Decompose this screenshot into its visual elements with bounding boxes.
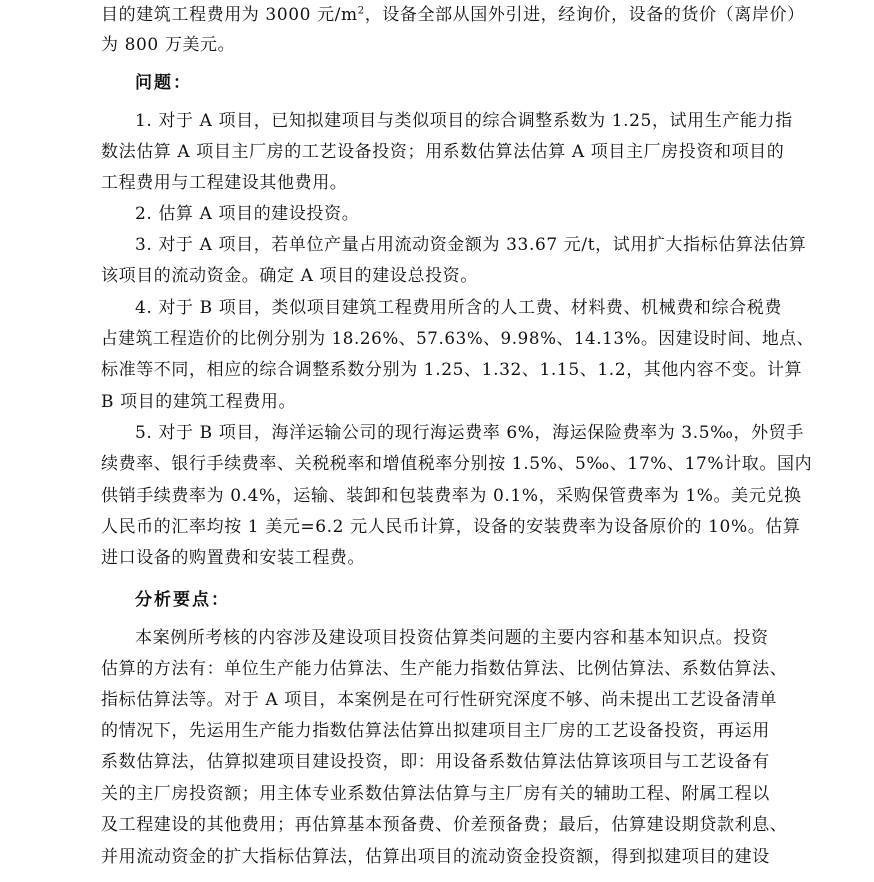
question-line: 人民币的汇率均按 1 美元=6.2 元人民币计算，设备的安装费率为设备原价的 10%。估算 <box>101 517 801 537</box>
question-line: 续费率、银行手续费率、关税税率和增值税率分别按 1.5%、5‰、17%、17%计取。国内 <box>101 454 813 474</box>
question-line: 占建筑工程造价的比例分别为 18.26%、57.63%、9.98%、14.13%。因建设时间、地点、 <box>101 329 814 349</box>
question-line: 进口设备的购置费和安装工程费。 <box>101 548 365 568</box>
analysis-heading: 分析要点： <box>135 590 230 610</box>
question-line: 标准等不同，相应的综合调整系数分别为 1.25、1.32、1.15、1.2，其他内容不变。计算 <box>101 360 803 380</box>
analysis-line: 及工程建设的其他费用；再估算基本预备费、价差预备费；最后，估算建设期贷款利息、 <box>101 815 788 835</box>
superscript: 2 <box>357 5 365 17</box>
question-line: 2. 估算 A 项目的建设投资。 <box>135 204 360 224</box>
intro-line-1 <box>101 4 805 26</box>
question-line: 工程费用与工程建设其他费用。 <box>101 173 348 193</box>
intro-line-1-text: 目的建筑工程费用为 3000 元/m <box>101 5 358 25</box>
analysis-line: 系数估算法，估算拟建项目建设投资，即：用设备系数估算法估算该项目与工艺设备有 <box>101 752 770 772</box>
analysis-line: 关的主厂房投资额；用主体专业系数估算法估算与主厂房有关的辅助工程、附属工程以 <box>101 784 770 804</box>
question-line: 供销手续费率为 0.4%，运输、装卸和包装费率为 0.1%，采购保管费率为 1%。美元兑换 <box>101 486 802 506</box>
analysis-line: 本案例所考核的内容涉及建设项目投资估算类问题的主要内容和基本知识点。投资 <box>135 628 769 648</box>
question-line: 该项目的流动资金。确定 A 项目的建设总投资。 <box>101 266 478 286</box>
analysis-line: 估算的方法有：单位生产能力估算法、生产能力指数估算法、比例估算法、系数估算法、 <box>101 659 788 679</box>
question-line: 5. 对于 B 项目，海洋运输公司的现行海运费率 6%，海运保险费率为 3.5‰，外贸手 <box>135 423 804 443</box>
intro-line-2: 为 800 万美元。 <box>101 35 236 55</box>
question-line: B 项目的建筑工程费用。 <box>101 392 297 412</box>
question-line: 1. 对于 A 项目，已知拟建项目与类似项目的综合调整系数为 1.25，试用生产能力指 <box>135 111 793 131</box>
question-line: 4. 对于 B 项目，类似项目建筑工程费用所含的人工费、材料费、机械费和综合税费 <box>135 298 782 318</box>
intro-line-1-rest: ，设备全部从国外引进，经询价，设备的货价（离岸价） <box>364 5 805 25</box>
analysis-line: 的情况下，先运用生产能力指数估算法估算出拟建项目主厂房的工艺设备投资，再运用 <box>101 721 770 741</box>
question-line: 数法估算 A 项目主厂房的工艺设备投资；用系数估算法估算 A 项目主厂房投资和项目的 <box>101 142 785 162</box>
analysis-line: 指标估算法等。对于 A 项目，本案例是在可行性研究深度不够、尚未提出工艺设备清单 <box>101 690 778 710</box>
analysis-line: 并用流动资金的扩大指标估算法，估算出项目的流动资金投资额，得到拟建项目的建设 <box>101 847 770 867</box>
question-line: 3. 对于 A 项目，若单位产量占用流动资金额为 33.67 元/t，试用扩大指标估算法估算 <box>135 235 807 255</box>
questions-heading: 问题： <box>135 73 192 93</box>
